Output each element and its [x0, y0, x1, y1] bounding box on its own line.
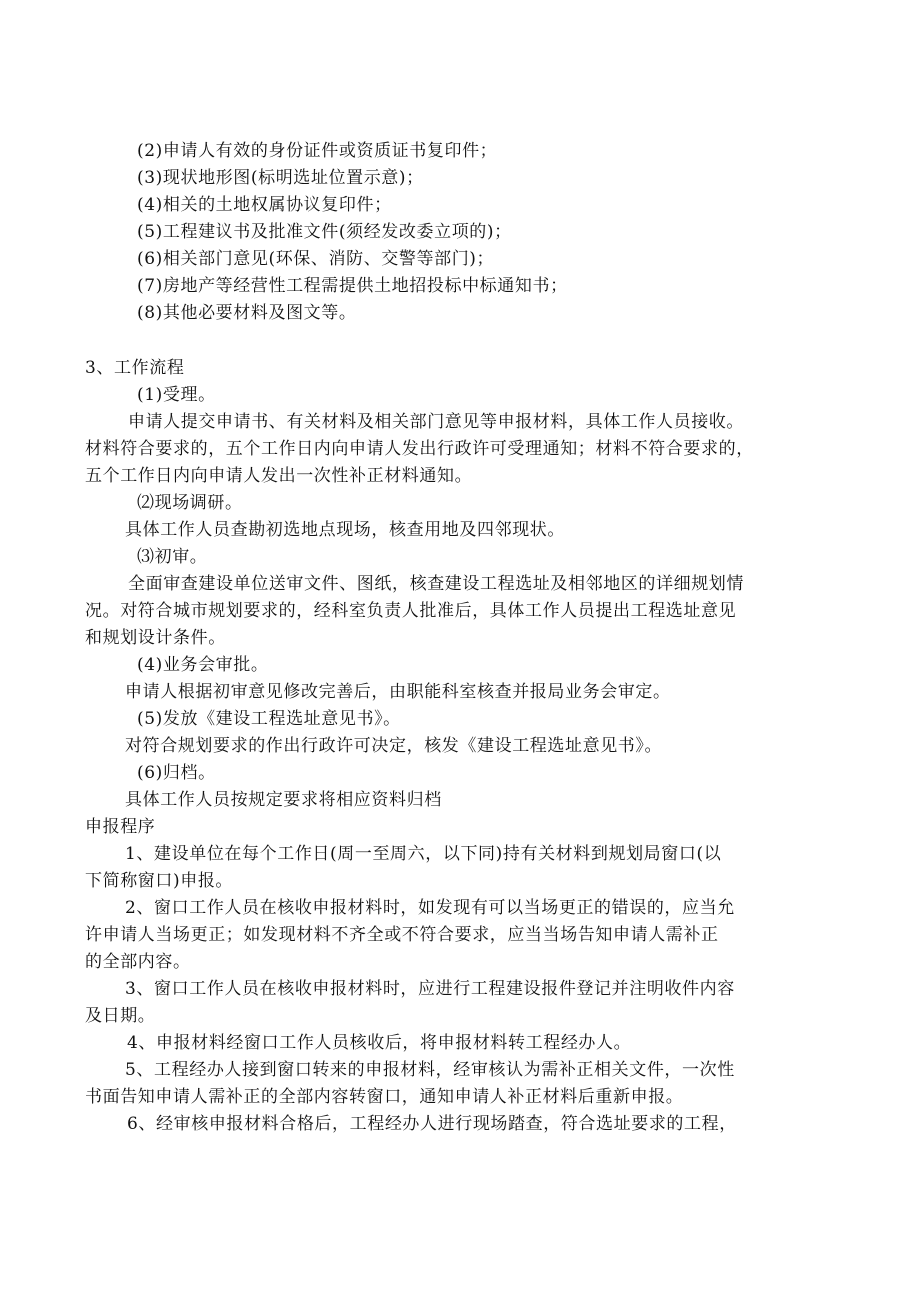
workflow-step-2-text: 具体工作人员查勘初选地点现场，核查用地及四邻现状。	[125, 520, 565, 540]
procedure-item-3: 及日期。	[85, 1006, 156, 1026]
workflow-step-3-title: ⑶初审。	[137, 547, 208, 567]
workflow-step-1-title: (1)受理。	[137, 385, 216, 405]
workflow-step-1-text: 材料符合要求的，五个工作日内向申请人发出行政许可受理通知；材料不符合要求的，	[85, 439, 754, 459]
procedure-item-2: 的全部内容。	[85, 952, 191, 972]
workflow-step-4-title: (4)业务会审批。	[137, 655, 269, 675]
procedure-item-5: 5、工程经办人接到窗口转来的申报材料，经审核认为需补正相关文件，一次性	[125, 1060, 735, 1080]
procedure-item-2: 2、窗口工作人员在核收申报材料时，如发现有可以当场更正的错误的，应当允	[125, 898, 735, 918]
procedure-item-4: 4、申报材料经窗口工作人员核收后，将申报材料转工程经办人。	[127, 1033, 632, 1053]
workflow-step-5-text: 对符合规划要求的作出行政许可决定，核发《建设工程选址意见书》。	[125, 736, 663, 756]
procedure-item-1: 1、建设单位在每个工作日(周一至周六，以下同)持有关材料到规划局窗口(以	[125, 844, 722, 864]
workflow-step-5-title: (5)发放《建设工程选址意见书》。	[137, 709, 401, 729]
workflow-step-6-title: (6)归档。	[137, 763, 216, 783]
workflow-step-4-text: 申请人根据初审意见修改完善后，由职能科室核查并报局业务会审定。	[125, 682, 671, 702]
workflow-step-6-text: 具体工作人员按规定要求将相应资料归档	[125, 790, 442, 810]
material-item-2: (2)申请人有效的身份证件或资质证书复印件；	[137, 141, 498, 161]
material-item-7: (7)房地产等经营性工程需提供土地招投标中标通知书；	[137, 276, 568, 296]
procedure-item-3: 3、窗口工作人员在核收申报材料时，应进行工程建设报件登记并注明收件内容	[125, 979, 735, 999]
procedure-heading: 申报程序	[85, 817, 156, 837]
material-item-6: (6)相关部门意见(环保、消防、交警等部门)；	[137, 249, 495, 269]
material-item-5: (5)工程建议书及批准文件(须经发改委立项的)；	[137, 222, 512, 242]
material-item-4: (4)相关的土地权属协议复印件；	[137, 195, 392, 215]
workflow-heading: 3、工作流程	[85, 358, 185, 378]
procedure-item-2: 许申请人当场更正；如发现材料不齐全或不符合要求，应当当场告知申请人需补正	[85, 925, 719, 945]
workflow-step-3-text: 况。对符合城市规划要求的，经科室负责人批准后，具体工作人员提出工程选址意见	[85, 601, 737, 621]
procedure-item-5: 书面告知申请人需补正的全部内容转窗口，通知申请人补正材料后重新申报。	[85, 1087, 684, 1107]
workflow-step-2-title: ⑵现场调研。	[137, 493, 243, 513]
material-item-3: (3)现状地形图(标明选址位置示意)；	[137, 168, 424, 188]
procedure-item-6: 6、经审核申报材料合格后，工程经办人进行现场踏查，符合选址要求的工程，	[127, 1114, 737, 1134]
material-item-8: (8)其他必要材料及图文等。	[137, 303, 357, 323]
workflow-step-1-text: 申请人提交申请书、有关材料及相关部门意见等申报材料，具体工作人员接收。	[128, 412, 744, 432]
workflow-step-1-text: 五个工作日内向申请人发出一次性补正材料通知。	[85, 466, 473, 486]
procedure-item-1: 下简称窗口)申报。	[85, 871, 234, 891]
workflow-step-3-text: 和规划设计条件。	[85, 628, 226, 648]
workflow-step-3-text: 全面审查建设单位送审文件、图纸，核查建设工程选址及相邻地区的详细规划情	[128, 574, 744, 594]
